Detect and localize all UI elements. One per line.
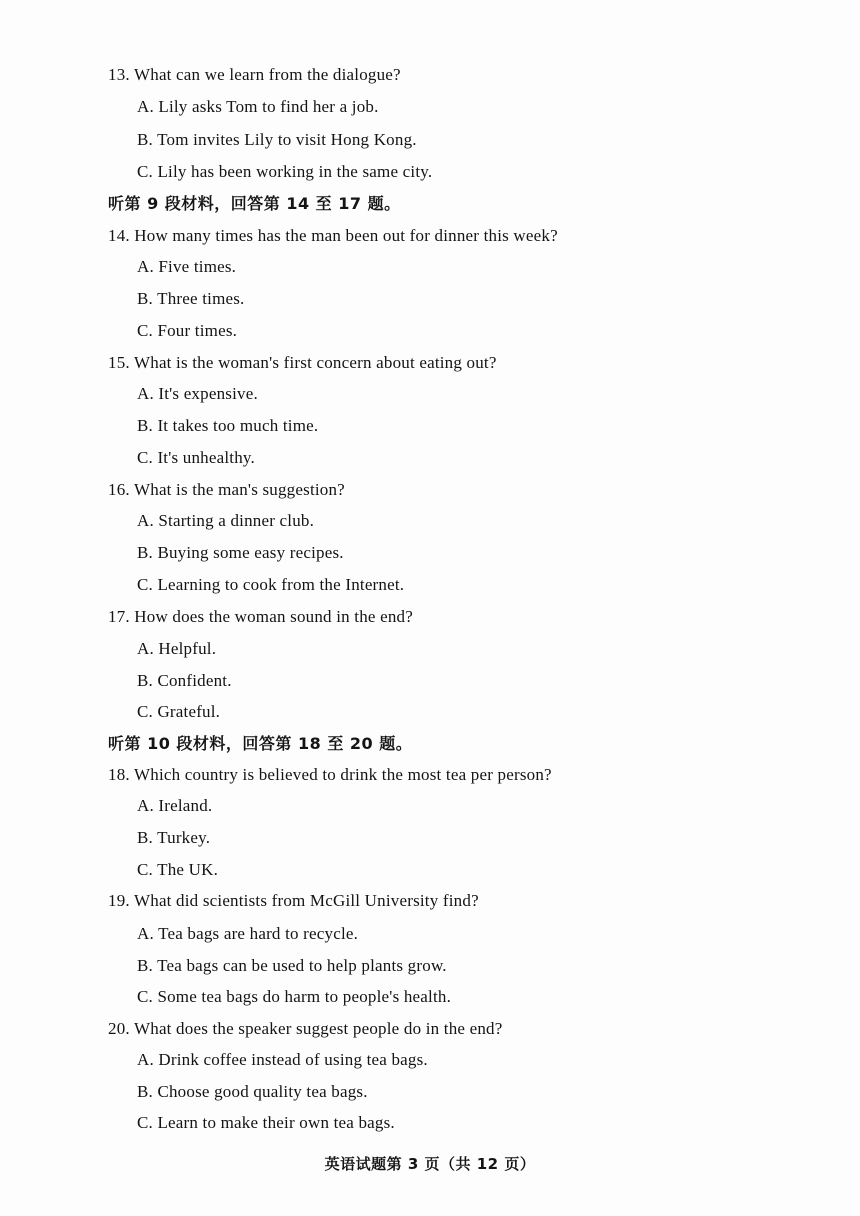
question-16-option-a: A. Starting a dinner club.: [137, 511, 315, 530]
question-20-option-c: C. Learn to make their own tea bags.: [137, 1113, 395, 1132]
question-20-stem: 20. What does the speaker suggest people do in the end?: [108, 1019, 503, 1038]
section-9-heading: 听第 9 段材料，回答第 14 至 17 题。: [108, 194, 401, 213]
question-14-option-a: A. Five times.: [137, 257, 237, 276]
question-16-stem: 16. What is the man's suggestion?: [108, 480, 345, 499]
question-18-option-c: C. The UK.: [137, 860, 219, 879]
question-13-option-a: A. Lily asks Tom to find her a job.: [137, 97, 379, 116]
question-19-option-a: A. Tea bags are hard to recycle.: [137, 924, 359, 943]
question-13-option-c: C. Lily has been working in the same city.: [137, 162, 433, 181]
question-17-option-a: A. Helpful.: [137, 639, 217, 658]
page-footer-label: 英语试题第 3 页（共 12 页）: [324, 1155, 536, 1173]
question-18-stem: 18. Which country is believed to drink the most tea per person?: [108, 765, 552, 784]
section-10-heading: 听第 10 段材料，回答第 18 至 20 题。: [108, 734, 413, 753]
question-20-option-b: B. Choose good quality tea bags.: [137, 1082, 368, 1101]
question-19-stem: 19. What did scientists from McGill University find?: [108, 891, 479, 910]
question-14-stem: 14. How many times has the man been out for dinner this week?: [108, 226, 558, 245]
question-15-option-c: C. It's unhealthy.: [137, 448, 255, 467]
question-19-option-c: C. Some tea bags do harm to people's health.: [137, 987, 452, 1006]
question-17-stem: 17. How does the woman sound in the end?: [108, 607, 413, 626]
question-14-option-b: B. Three times.: [137, 289, 245, 308]
question-16-option-c: C. Learning to cook from the Internet.: [137, 575, 405, 594]
question-18-option-a: A. Ireland.: [137, 796, 213, 815]
question-18-option-b: B. Turkey.: [137, 828, 211, 847]
question-13-stem: 13. What can we learn from the dialogue?: [108, 65, 401, 84]
question-17-option-b: B. Confident.: [137, 671, 232, 690]
question-20-option-a: A. Drink coffee instead of using tea bags.: [137, 1050, 428, 1069]
question-14-option-c: C. Four times.: [137, 321, 238, 340]
question-16-option-b: B. Buying some easy recipes.: [137, 543, 344, 562]
question-15-option-a: A. It's expensive.: [137, 384, 258, 403]
question-19-option-b: B. Tea bags can be used to help plants grow.: [137, 956, 447, 975]
question-17-option-c: C. Grateful.: [137, 702, 221, 721]
question-15-stem: 15. What is the woman's first concern about eating out?: [108, 353, 497, 372]
question-15-option-b: B. It takes too much time.: [137, 416, 319, 435]
question-13-option-b: B. Tom invites Lily to visit Hong Kong.: [137, 130, 417, 149]
